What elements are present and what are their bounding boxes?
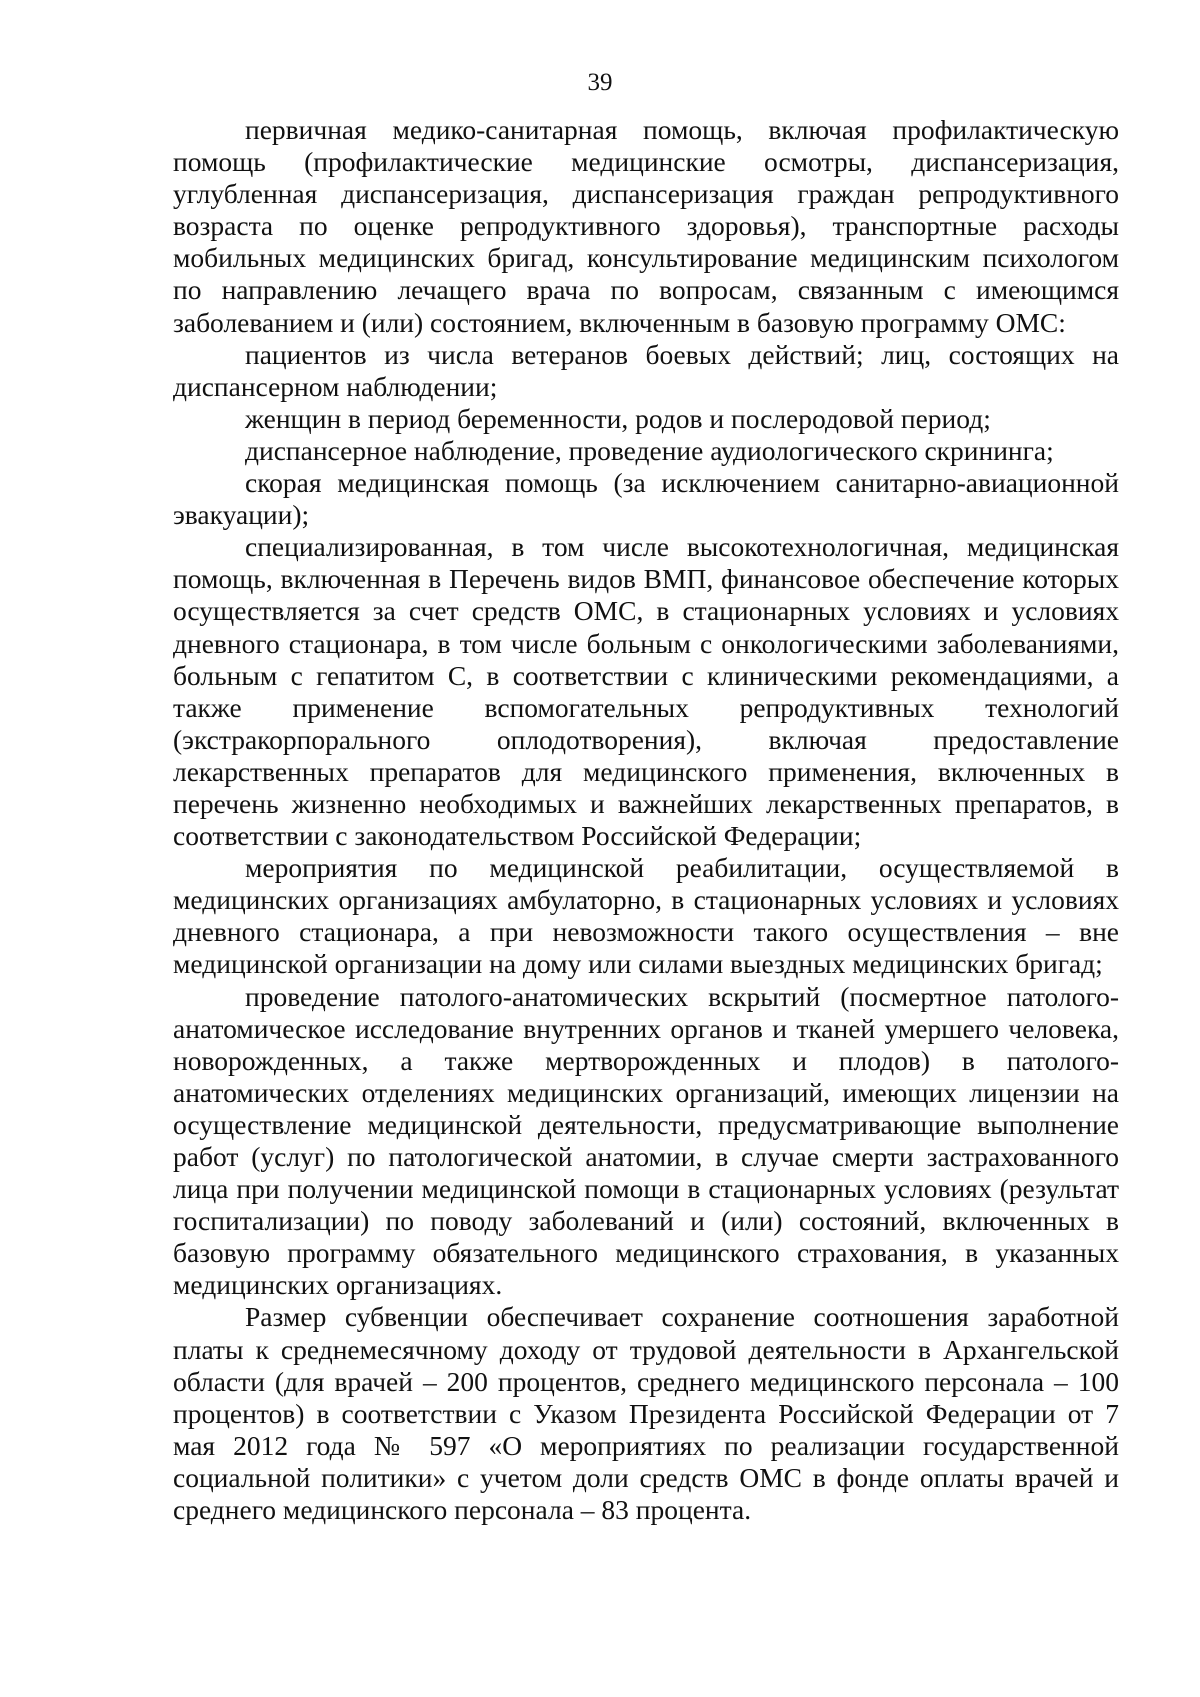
- paragraph-emergency-care: скорая медицинская помощь (за исключением санитарно-авиационной эвакуации);: [173, 467, 1119, 531]
- paragraph-autopsy: проведение патолого-анатомических вскрытий (посмертное патолого-анатомическое исследование внутренних органов и тканей умершего человека, новорожденных, а также мертворожденных и плодов) в патолого-анатомических отделениях медицинских организаций, имеющих лицензии на осуществление медицинской деятельности, предусматривающие выполнение работ (услуг) по патологической анатомии, в случае смерти застрахованного лица при получении медицинской помощи в стационарных условиях (результат госпитализации) по поводу заболеваний и (или) состояний, включенных в базовую программу обязательного медицинского страхования, в указанных медицинских организациях.: [173, 980, 1119, 1301]
- document-body: [173, 114, 1119, 1526]
- paragraph-pregnancy: женщин в период беременности, родов и послеродовой период;: [245, 402, 991, 434]
- paragraph-primary-care: первичная медико-санитарная помощь, включая профилактическую помощь (профилактические медицинские осмотры, диспансеризация, углубленная диспансеризация, диспансеризация граждан репродуктивного возраста по оценке репродуктивного здоровья), транспортные расходы мобильных медицинских бригад, консультирование медицинским психологом по направлению лечащего врача по вопросам, связанным с имеющимся заболеванием и (или) состоянием, включенным в базовую программу ОМС:: [173, 114, 1119, 338]
- paragraph-audiology: диспансерное наблюдение, проведение аудиологического скрининга;: [245, 434, 1054, 466]
- paragraph-specialized-care: специализированная, в том числе высокотехнологичная, медицинская помощь, включенная в Перечень видов ВМП, финансовое обеспечение которых осуществляется за счет средств ОМС, в стационарных условиях и условиях дневного стационара, в том числе больным с онкологическими заболеваниями, больным с гепатитом С, в соответствии с клиническими рекомендациями, а также применение вспомогательных репродуктивных технологий (экстракорпорального оплодотворения), включая предоставление лекарственных препаратов для медицинского применения, включенных в перечень жизненно необходимых и важнейших лекарственных препаратов, в соответствии с законодательством Российской Федерации;: [173, 531, 1119, 852]
- paragraph-veterans: пациентов из числа ветеранов боевых действий; лиц, состоящих на диспансерном наблюдении;: [173, 338, 1119, 402]
- paragraph-rehabilitation: мероприятия по медицинской реабилитации, осуществляемой в медицинских организациях амбулаторно, в стационарных условиях и условиях дневного стационара, а при невозможности такого осуществления – вне медицинской организации на дому или силами выездных медицинских бригад;: [173, 852, 1119, 980]
- page-number: 39: [587, 69, 613, 96]
- paragraph-subvention: Размер субвенции обеспечивает сохранение соотношения заработной платы к среднемесячному доходу от трудовой деятельности в Архангельской области (для врачей – 200 процентов, среднего медицинского персонала – 100 процентов) в соответствии с Указом Президента Российской Федерации от 7 мая 2012 года № 597 «О мероприятиях по реализации государственной социальной политики» с учетом доли средств ОМС в фонде оплаты врачей и среднего медицинского персонала – 83 процента.: [173, 1301, 1119, 1526]
